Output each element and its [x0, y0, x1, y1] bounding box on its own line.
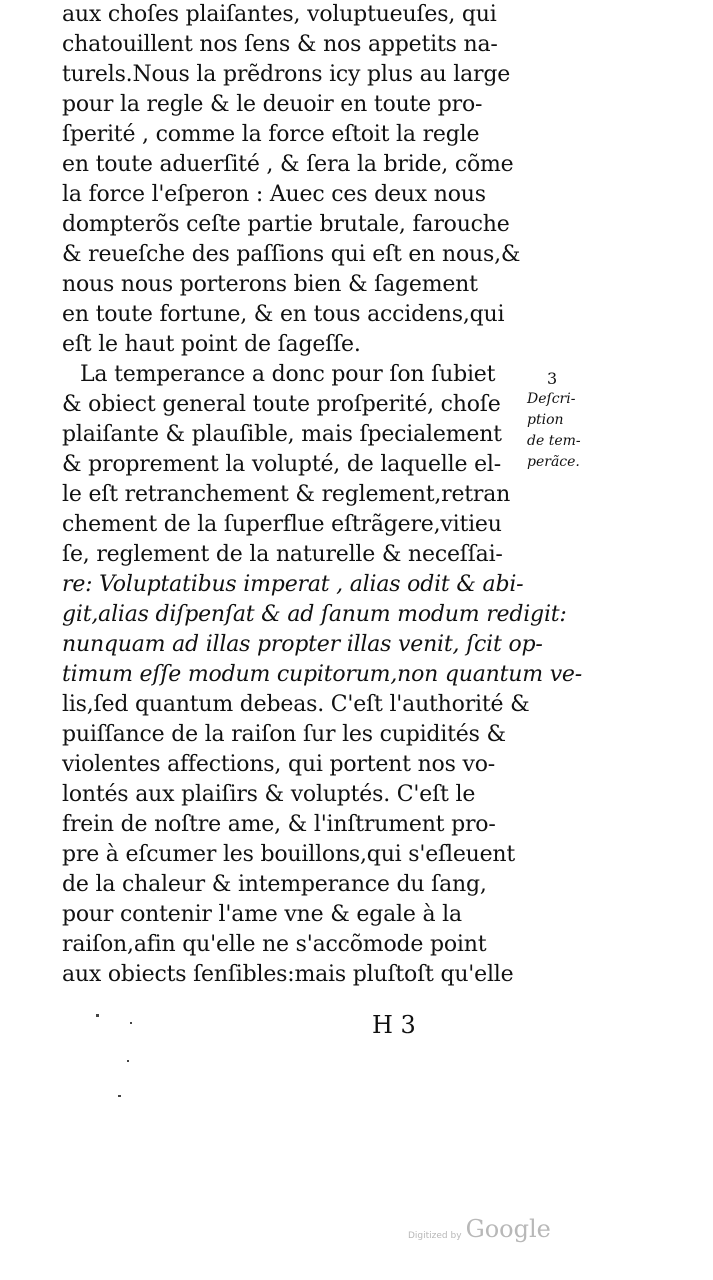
marginal-number: 3: [547, 369, 558, 388]
watermark-small-text: Digitized by: [408, 1231, 462, 1241]
text-line: chatouillent nos ſens & nos appetits na-: [62, 32, 498, 57]
text-line: de la chaleur & intemperance du ſang,: [62, 872, 487, 897]
text-line-latin: git,alias diſpenſat & ad ſanum modum redigit:: [62, 602, 567, 627]
text-line: & obiect general toute proſperité, choſe: [62, 392, 501, 417]
text-line-latin: re: Voluptatibus imperat , alias odit & abi-: [62, 572, 524, 597]
text-line: le eſt retranchement & reglement,retran: [62, 482, 511, 507]
text-line: en toute fortune, & en tous accidens,qui: [62, 302, 505, 327]
text-line: & reueſche des paſſions qui eſt en nous,&: [62, 242, 521, 267]
ink-speck: [127, 1060, 129, 1062]
page-gutter: [0, 0, 58, 1030]
text-line-latin: timum eſſe modum cupitorum,non quantum ve-: [62, 662, 582, 687]
marginal-line: Deſcri-: [527, 391, 576, 407]
text-line: aux obiects ſenſibles:mais pluſtoſt qu'elle: [62, 962, 514, 987]
ink-speck: [118, 1095, 121, 1097]
text-line: aux choſes plaiſantes, voluptueuſes, qui: [62, 2, 497, 27]
digitized-watermark: [408, 1215, 551, 1243]
signature-mark: H 3: [372, 1011, 416, 1039]
ink-speck: [96, 1014, 99, 1017]
marginal-note: [527, 368, 607, 473]
text-line: lontés aux plaiſirs & voluptés. C'eſt le: [62, 782, 476, 807]
watermark-logo: Google: [465, 1215, 551, 1243]
text-line: nous nous porterons bien & ſagement: [62, 272, 478, 297]
text-line: violentes affections, qui portent nos vo-: [62, 752, 495, 777]
text-line-latin: nunquam ad illas propter illas venit, ſcit op-: [62, 632, 543, 657]
text-line: raiſon,afin qu'elle ne s'accõmode point: [62, 932, 487, 957]
ink-speck: [130, 1022, 132, 1024]
text-line: chement de la ſuperflue eſtrãgere,vitieu: [62, 512, 502, 537]
text-line: ſe, reglement de la naturelle & neceſſai-: [62, 542, 503, 567]
text-line: pour la regle & le deuoir en toute pro-: [62, 92, 483, 117]
text-line: dompterõs ceſte partie brutale, farouche: [62, 212, 510, 237]
text-line: frein de noſtre ame, & l'inſtrument pro-: [62, 812, 496, 837]
text-line: turels.Nous la prẽdrons icy plus au large: [62, 62, 511, 87]
text-line: pre à eſcumer les bouillons,qui s'eſleuent: [62, 842, 516, 867]
text-line: lis,ſed quantum debeas. C'eſt l'authorité &: [62, 692, 530, 717]
text-line: & proprement la volupté, de laquelle el-: [62, 452, 501, 477]
text-line: pour contenir l'ame vne & egale à la: [62, 902, 462, 927]
text-line: La temperance a donc pour ſon ſubiet: [80, 362, 496, 387]
marginal-line: perãce.: [527, 454, 580, 470]
marginal-line: de tem-: [527, 433, 581, 449]
text-line: plaiſante & plauſible, mais ſpecialement: [62, 422, 502, 447]
text-line: en toute aduerſité , & ſera la bride, cõme: [62, 152, 514, 177]
text-line: puiſſance de la raiſon ſur les cupidités &: [62, 722, 506, 747]
text-line: ſperité , comme la force eſtoit la regle: [62, 122, 480, 147]
marginal-line: ption: [527, 412, 564, 428]
text-line: la force l'eſperon : Auec ces deux nous: [62, 182, 486, 207]
text-line: eſt le haut point de ſageſſe.: [62, 332, 361, 357]
